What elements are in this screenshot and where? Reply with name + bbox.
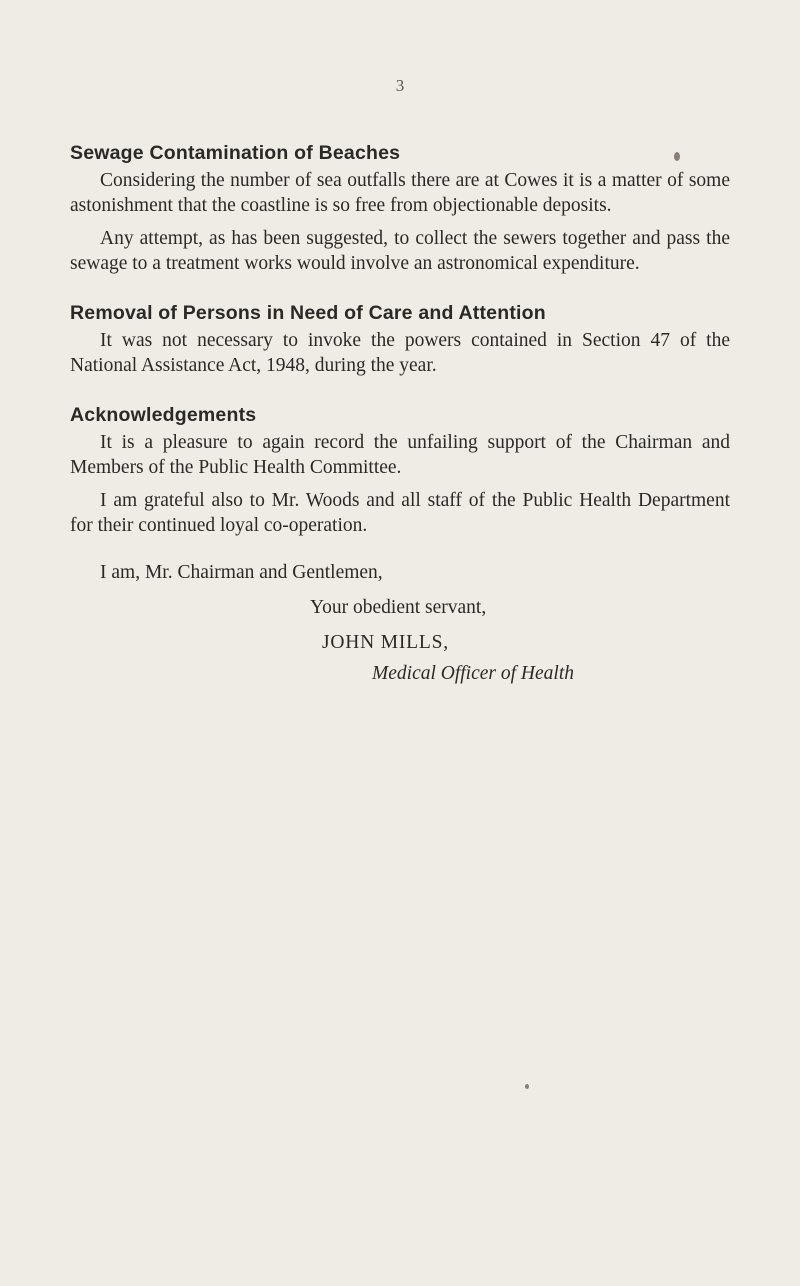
paper-speck: [674, 152, 680, 161]
paragraph: It is a pleasure to again record the unfailing support of the Chairman and Members of the Public Health Committee.: [70, 432, 730, 478]
paragraph: I am grateful also to Mr. Woods and all staff of the Public Health Department for their continued loyal co-operation.: [70, 490, 730, 536]
salutation: I am, Mr. Chairman and Gentlemen,: [100, 562, 383, 583]
paragraph: It was not necessary to invoke the powers contained in Section 47 of the National Assistance Act, 1948, during the year.: [70, 330, 730, 376]
paper-speck: [525, 1084, 529, 1089]
paragraph: Considering the number of sea outfalls there are at Cowes it is a matter of some astonishment that the coastline is so free from objectionable deposits.: [70, 170, 730, 216]
complimentary-close: Your obedient servant,: [310, 597, 487, 618]
signatory-title: Medical Officer of Health: [372, 663, 574, 684]
signatory-name: JOHN MILLS,: [322, 632, 449, 653]
section-heading-removal: Removal of Persons in Need of Care and Attention: [70, 302, 546, 324]
paragraph: Any attempt, as has been suggested, to collect the sewers together and pass the sewage to a treatment works would involve an astronomical expenditure.: [70, 228, 730, 274]
document-body: [70, 138, 730, 686]
page-number: 3: [395, 76, 405, 95]
section-heading-sewage: Sewage Contamination of Beaches: [70, 142, 401, 164]
section-heading-acknowledgements: Acknowledgements: [70, 404, 257, 426]
